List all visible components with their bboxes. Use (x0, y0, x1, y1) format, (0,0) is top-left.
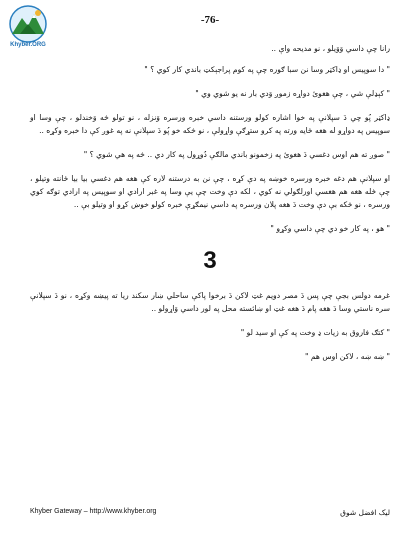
footer-author: ليک افضل شوق (340, 508, 390, 517)
page-footer (30, 508, 390, 520)
dialogue-line: " دا سوپيس او ډاکټر وسا نن سبا ګوره چې په کوم پراجېکټ باندي کار کوي ؟ " (144, 65, 390, 74)
paragraph: او سپلانې هم دغه خبره ورسره خوښه په دې کړه ، چې نن به درستنه لاره کې هغه هم دغسي بيا بيا ځانته وتيلو ، چې څله هغه هم هغسي اورلګولي نه کوي ، لکه دې وخت چې يې وسا په غبر ارادي او سوپيس په ارادي توګه کوي ورسره ، نو څکه بې دې وخت دَ هغه پلان ورسره په داسي نيمګړې خبره کولو خوښ کړو او وتيلو بې .. (30, 174, 390, 209)
logo-text: Khyber.ORG (10, 42, 46, 48)
dialogue-line: " صوږ ته هم اوس دغسي دَ هغوئ په زخمونو باندي مالګې دُوړول په کار دي .. څه په هي شوي ؟ " (83, 150, 390, 159)
footer-website: Khyber Gateway – http://www.khyber.org (30, 508, 157, 515)
chapter-number: 3 (203, 247, 217, 274)
document-body (30, 42, 390, 374)
dialogue-line: " هو ، په کار خو دي چې داسي وکړو " (270, 224, 390, 233)
page-number: -76- (200, 14, 220, 26)
dialogue-line: " کتګ فاروق به زيات ډ وخت په کې او سيد لو " (240, 328, 390, 337)
paragraph: غرمه دولس بجې چې پس دَ مصر دويم غټ لاکن دَ برخوا پاکې ساحلي ښار سکند ريا ته پيښه وکړه ، نو دَ سپلانې سره ناستي وسا دَ هغه پام دَ هغه غټ او ښائسته محل په لور داسي وَاړولو .. (30, 291, 390, 313)
dialogue-line: " ښه ښه ، لاکن اوس هم " (304, 352, 390, 361)
dialogue-line: " کېډلې شي ، چې هغوئ دواړه زموږ وَدي بار نه يو شوي وي " (195, 89, 390, 98)
paragraph: رانا چې داسي وَوَيلو ، نو مديحه واې .. (271, 44, 390, 53)
paragraph: ډاکټر پُو چي دَ سپلانې په خوا اشاره کولو ورستنه داسي خبره ورسره وَنزله ، نو تولو څه وَخندلو ، چې وسا او سوپيس په دواړو له هغه ځايه ورته په کرو ستړګې واړولې ، نو څکه خو پُو دَ سپلانې نه په غوږ کې دا خبره وکړه .. (30, 113, 390, 135)
